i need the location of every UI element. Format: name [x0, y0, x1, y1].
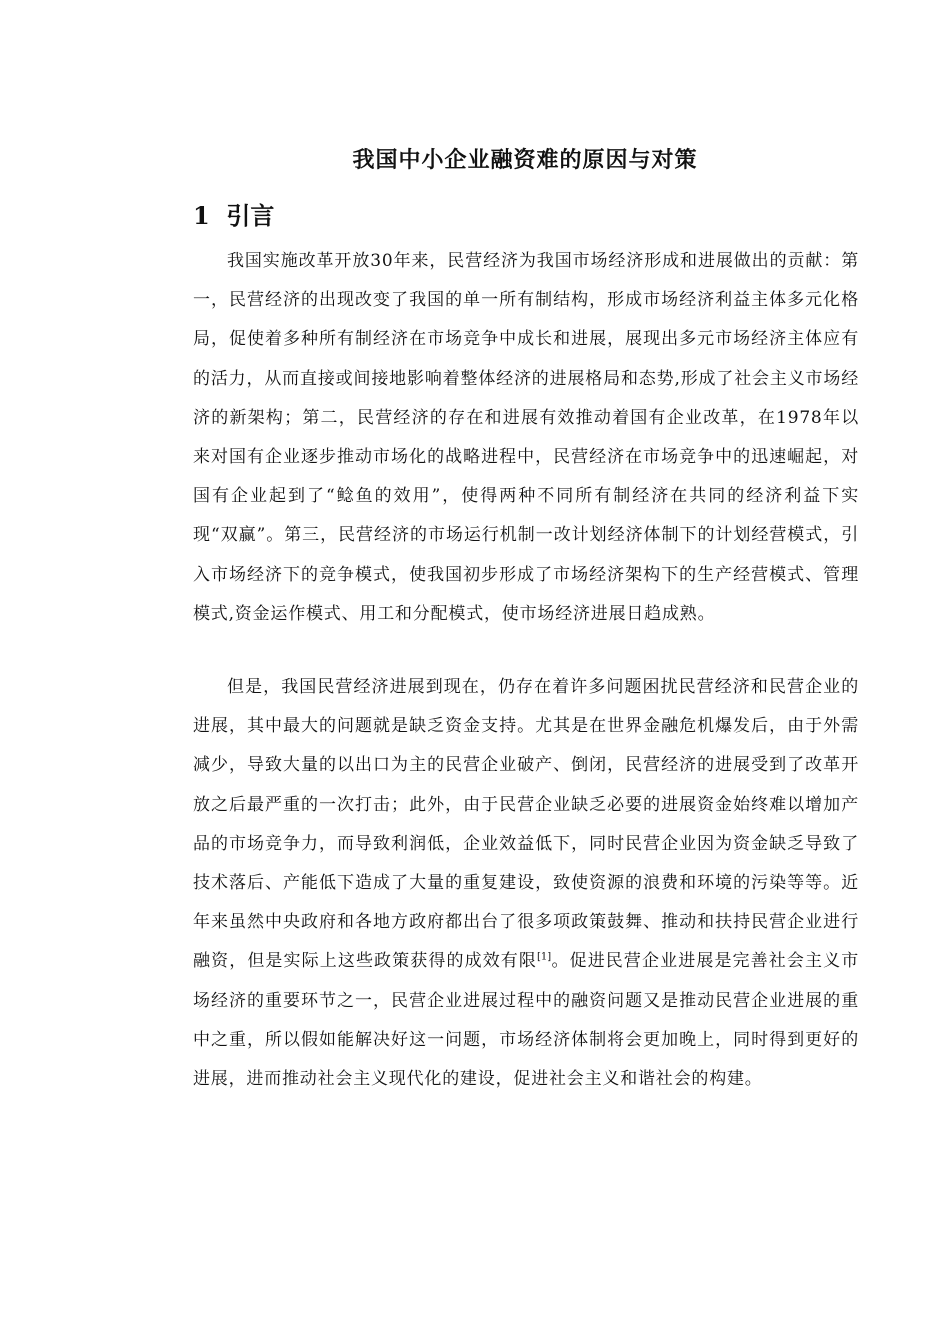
paragraph-2-text-after-ref: 。促进民营企业进展是完善社会主义市场经济的重要环节之一，民营企业进展过程中的融资问题又是推动民营企业进展的重中之重，所以假如能解决好这一问题，市场经济体制将会更加晚上，同时得到更好的进展，进而推动社会主义现代化的建设，促进社会主义和谐社会的构建。: [193, 951, 859, 1090]
paragraph-2: [193, 668, 859, 1099]
citation-reference-1: [1]: [537, 951, 552, 963]
paragraph-2-text-before-ref: 但是，我国民营经济进展到现在，仍存在着许多问题困扰民营经济和民营企业的进展，其中最大的问题就是缺乏资金支持。尤其是在世界金融危机爆发后，由于外需减少，导致大量的以出口为主的民营企业破产、倒闭，民营经济的进展受到了改革开放之后最严重的一次打击；此外，由于民营企业缺乏必要的进展资金始终难以增加产品的市场竞争力，而导致利润低，企业效益低下，同时民营企业因为资金缺乏导致了技术落后、产能低下造成了大量的重复建设，致使资源的浪费和环境的污染等等。近年来虽然中央政府和各地方政府都出台了很多项政策鼓舞、推动和扶持民营企业进行融资，但是实际上这些政策获得的成效有限: [193, 677, 859, 972]
section-heading-introduction: 1 引言: [193, 201, 275, 230]
paragraph-1: 我国实施改革开放30年来，民营经济为我国市场经济形成和进展做出的贡献：第一，民营经济的出现改变了我国的单一所有制结构，形成市场经济利益主体多元化格局，促使着多种所有制经济在市场竞争中成长和进展，展现出多元市场经济主体应有的活力，从而直接或间接地影响着整体经济的进展格局和态势,形成了社会主义市场经济的新架构；第二，民营经济的存在和进展有效推动着国有企业改革，在1978年以来对国有企业逐步推动市场化的战略进程中，民营经济在市场竞争中的迅速崛起，对国有企业起到了“鲶鱼的效用”，使得两种不同所有制经济在共同的经济利益下实现“双赢”。第三，民营经济的市场运行机制一改计划经济体制下的计划经营模式，引入市场经济下的竞争模式，使我国初步形成了市场经济架构下的生产经营模式、管理模式,资金运作模式、用工和分配模式，使市场经济进展日趋成熟。: [193, 251, 859, 624]
document-title: 我国中小企业融资难的原因与对策: [352, 147, 698, 173]
